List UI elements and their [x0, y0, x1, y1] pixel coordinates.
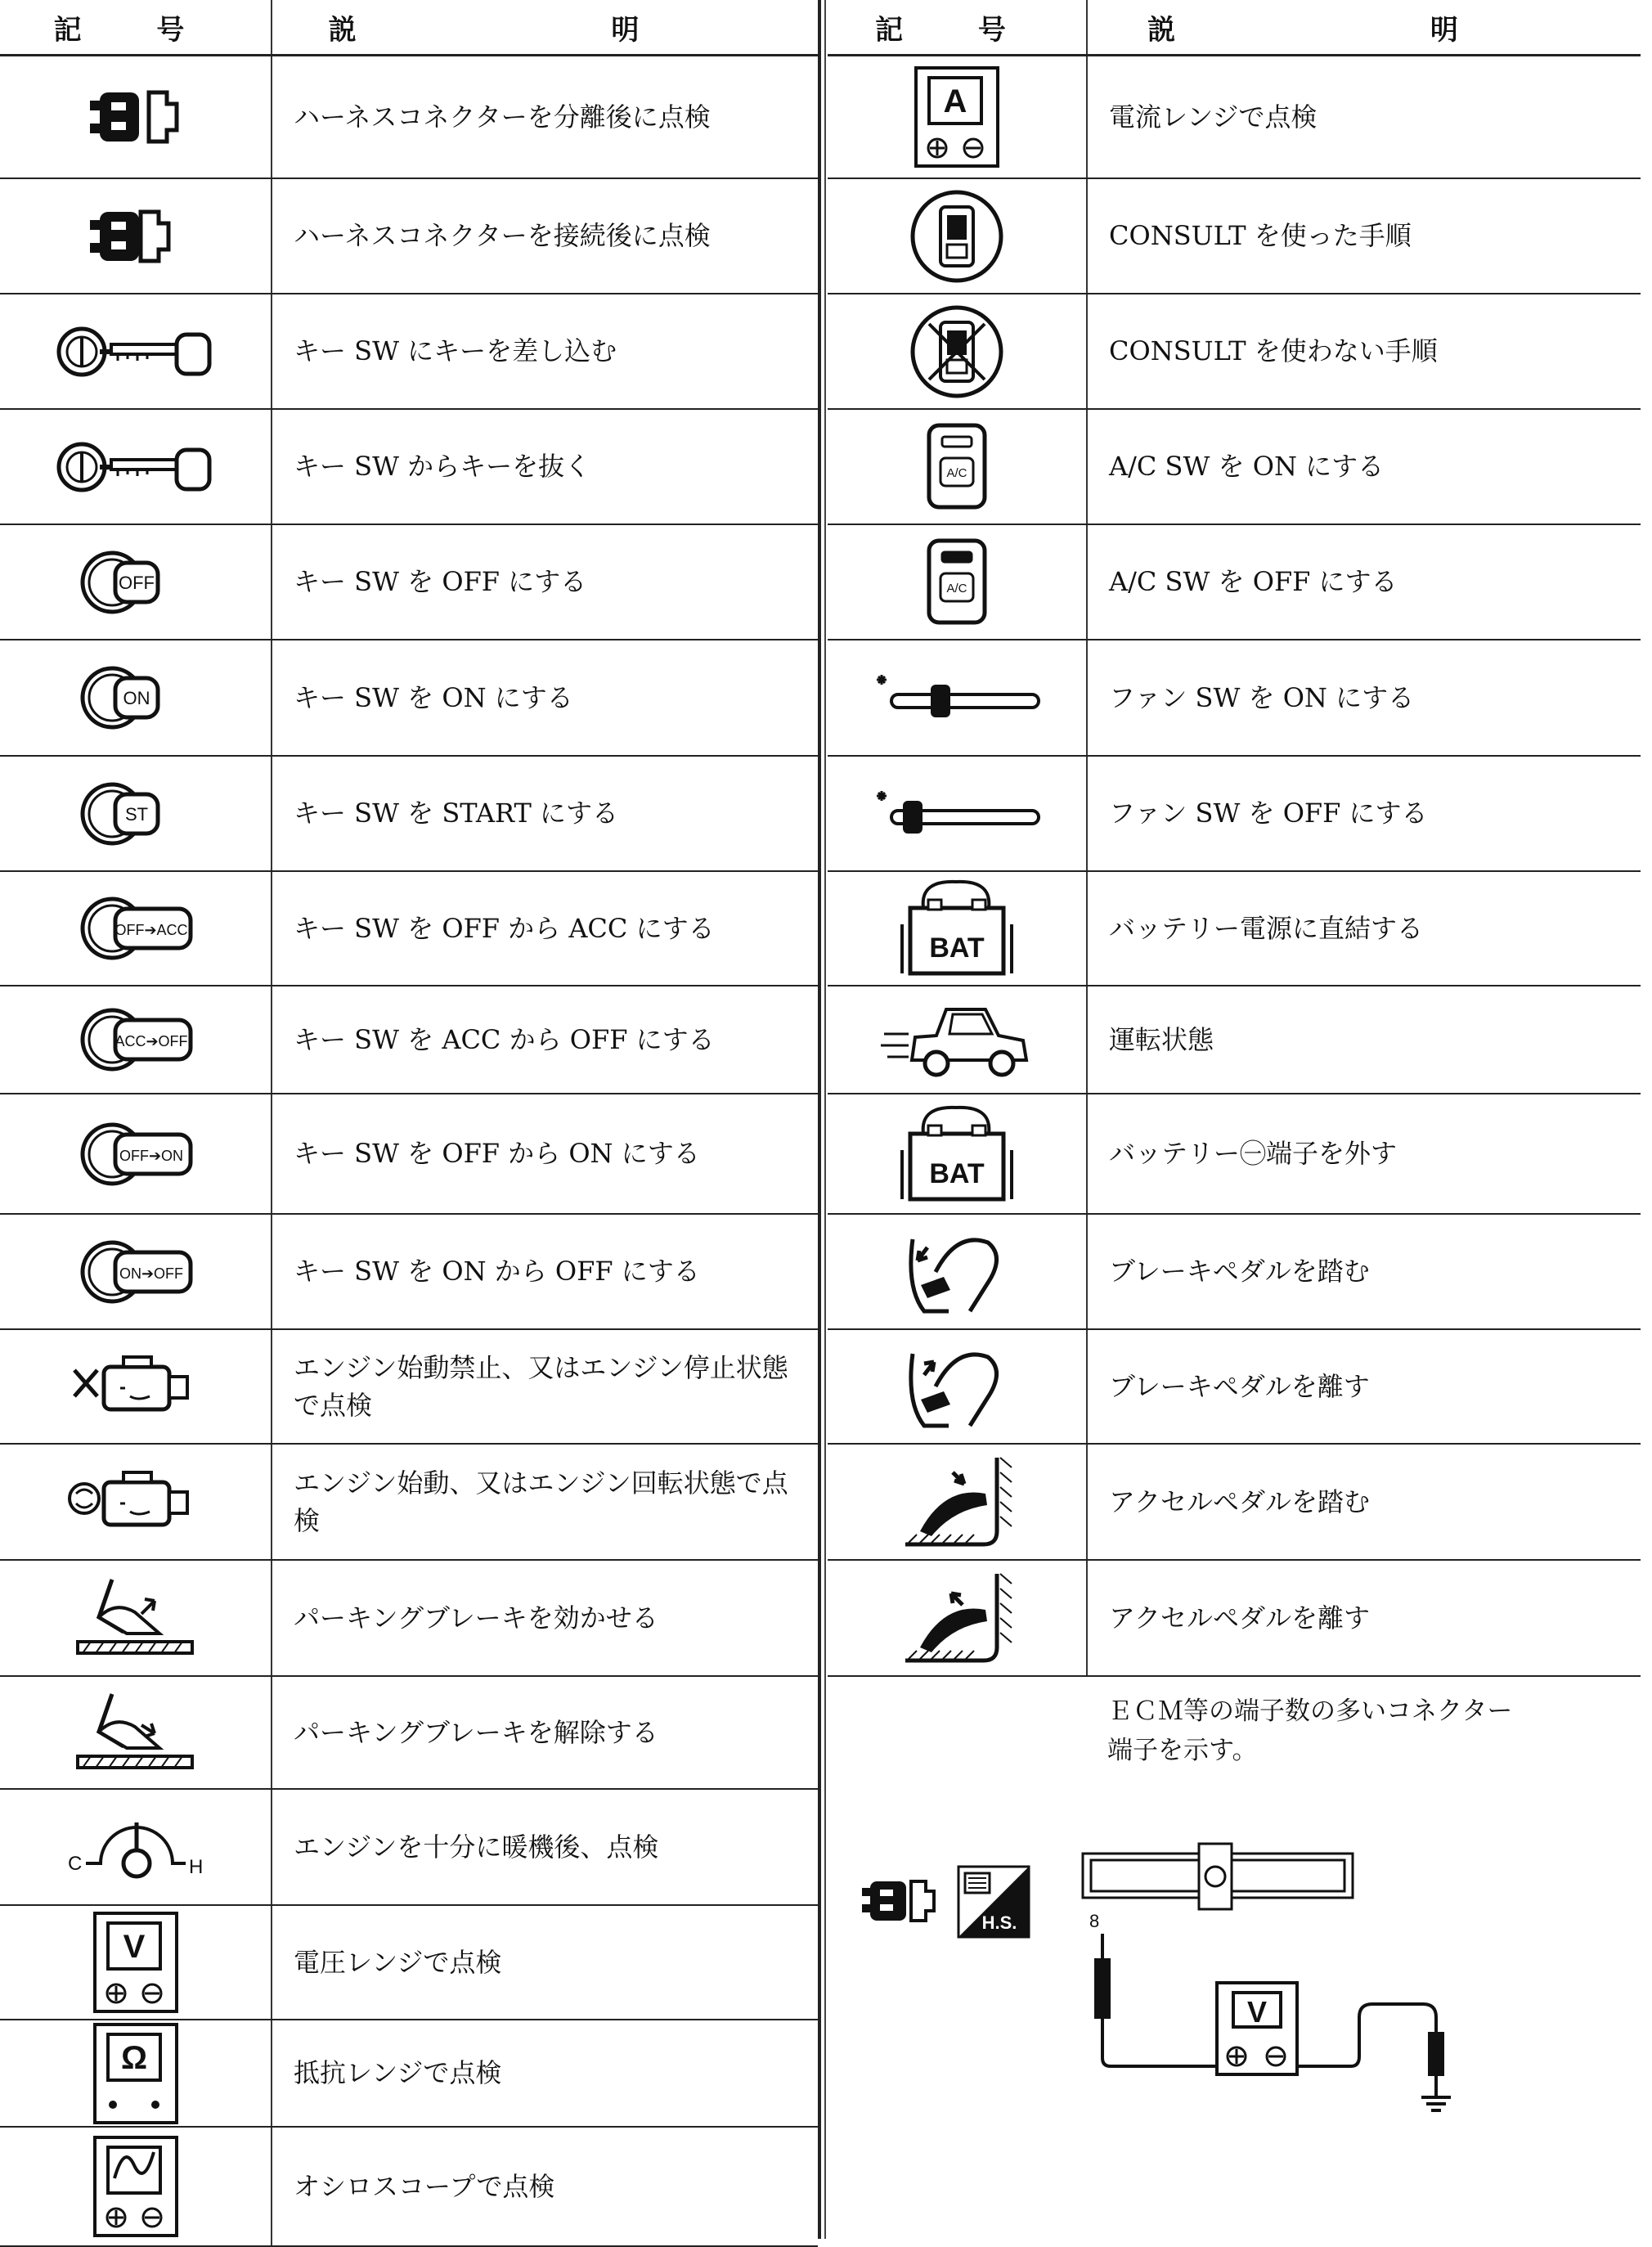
symbol-row: [0, 1790, 818, 1906]
key-insert-icon: [54, 315, 218, 389]
symbol-description: キー SW にキーを差し込む: [294, 335, 617, 367]
symbol-description: キー SW を OFF から ACC にする: [294, 912, 715, 944]
ohmmeter-icon: [93, 2023, 178, 2124]
harness-connector-icon: [862, 1881, 934, 1921]
ecm-connector-block: [828, 1674, 1641, 2239]
symbol-description: オシロスコープで点検: [294, 2170, 555, 2202]
symbol-description: エンジンを十分に暖機後、点検: [294, 1831, 659, 1863]
hs-label: H.S.: [981, 1912, 1017, 1933]
right-table-header: [828, 0, 1641, 56]
driving-car-icon: [879, 995, 1035, 1085]
symbol-description: ハーネスコネクターを分離後に点検: [294, 101, 711, 133]
voltmeter-device: [1217, 1983, 1297, 2074]
left-table-header: [0, 0, 818, 56]
svg-text:ON: ON: [123, 688, 150, 708]
battery-direct-icon: [887, 875, 1026, 982]
engine-stopped-icon: [66, 1346, 205, 1427]
symbol-row: [828, 1215, 1641, 1330]
accel-pedal-release-icon: [896, 1569, 1018, 1667]
symbol-description: 電流レンジで点検: [1109, 101, 1318, 133]
symbol-description: ブレーキペダルを離す: [1109, 1370, 1370, 1402]
symbol-row: [0, 1094, 818, 1215]
symbol-row: [828, 1094, 1641, 1215]
symbol-row: [0, 2128, 818, 2247]
symbol-description: キー SW を START にする: [294, 798, 619, 829]
key-off-to-acc-icon: [66, 888, 205, 969]
meter-label: V: [1246, 1995, 1268, 2029]
symbol-row: [0, 757, 818, 872]
symbol-description: パーキングブレーキを解除する: [294, 1716, 658, 1748]
symbol-row: [0, 179, 818, 294]
symbol-description: ハーネスコネクターを接続後に点検: [294, 220, 711, 252]
symbol-row: [828, 410, 1641, 525]
header-symbol: 記 号: [0, 0, 272, 54]
battery-disconnect-icon: [887, 1101, 1026, 1207]
symbol-description: ブレーキペダルを踏む: [1109, 1256, 1370, 1288]
svg-text:OFF➔ACC: OFF➔ACC: [114, 922, 188, 938]
symbol-description: キー SW を ON にする: [294, 681, 573, 713]
consult-icon: [908, 187, 1006, 285]
symbol-row: [828, 1445, 1641, 1561]
symbol-row: [828, 872, 1641, 986]
symbol-row: [0, 56, 818, 179]
ecm-diagram: [828, 1674, 1641, 2239]
ecm-note-line1: ＥＣＭ等の端子数の多いコネクター: [1107, 1696, 1513, 1726]
symbol-description: キー SW を ON から OFF にする: [294, 1256, 700, 1288]
fan-switch-off-icon: [867, 781, 1047, 847]
symbol-description: CONSULT を使わない手順: [1109, 335, 1438, 367]
symbol-description: A/C SW を OFF にする: [1109, 566, 1398, 598]
symbol-row: [0, 872, 818, 986]
symbol-row: [828, 56, 1641, 179]
symbol-row: [828, 1330, 1641, 1445]
svg-text:OFF➔ON: OFF➔ON: [119, 1147, 183, 1164]
symbol-row: [0, 1677, 818, 1790]
symbol-row: [828, 179, 1641, 294]
engine-running-icon: [66, 1461, 205, 1543]
ammeter-icon: [914, 66, 999, 168]
center-divider: [818, 0, 821, 2239]
symbol-row: [0, 1330, 818, 1445]
ac-switch-on-icon: [924, 422, 990, 512]
symbol-description: アクセルペダルを離す: [1109, 1602, 1371, 1634]
harness-connector-disconnected-icon: [87, 84, 185, 150]
symbol-description: 電圧レンジで点検: [294, 1946, 502, 1978]
symbol-row: [0, 2020, 818, 2128]
symbol-row: [0, 525, 818, 640]
parking-brake-apply-icon: [66, 1573, 205, 1663]
symbol-description: バッテリー電源に直結する: [1109, 912, 1424, 944]
symbol-description: A/C SW を ON にする: [1109, 451, 1385, 483]
symbol-description: CONSULT を使った手順: [1109, 220, 1412, 252]
svg-text:C: C: [67, 1853, 82, 1875]
symbol-description: キー SW を OFF にする: [294, 566, 587, 598]
symbol-row: [0, 1906, 818, 2020]
key-on-to-off-icon: [66, 1231, 205, 1313]
symbol-row: [0, 986, 818, 1094]
symbol-description: エンジン始動禁止、又はエンジン停止状態で点検: [294, 1351, 788, 1421]
no-consult-icon: [908, 303, 1006, 401]
svg-text:Ω: Ω: [120, 2039, 147, 2076]
svg-text:A: A: [943, 83, 967, 119]
svg-text:BAT: BAT: [929, 1157, 985, 1189]
pin-number: 8: [1089, 1911, 1100, 1931]
symbol-description: ファン SW を OFF にする: [1109, 798, 1428, 829]
key-off-icon: [66, 542, 205, 623]
svg-text:ON➔OFF: ON➔OFF: [119, 1265, 183, 1282]
key-remove-icon: [54, 430, 218, 504]
symbol-row: [828, 1561, 1641, 1677]
key-start-icon: [66, 773, 205, 855]
symbol-description: バッテリー㊀端子を外す: [1109, 1138, 1398, 1170]
symbol-description: ファン SW を ON にする: [1109, 681, 1415, 713]
symbol-row: [0, 294, 818, 410]
symbol-description: エンジン始動、又はエンジン回転状態で点検: [294, 1467, 788, 1536]
brake-pedal-release-icon: [900, 1337, 1014, 1436]
symbol-row: [828, 294, 1641, 410]
symbol-description: アクセルペダルを踏む: [1109, 1485, 1371, 1517]
svg-text:A/C: A/C: [946, 465, 967, 480]
symbol-row: [0, 640, 818, 757]
header-symbol: 記 号: [828, 0, 1088, 54]
svg-text:H: H: [188, 1856, 203, 1878]
oscilloscope-icon: [93, 2136, 178, 2237]
symbol-description: 運転状態: [1109, 1023, 1214, 1055]
right-symbol-table: [828, 0, 1641, 1677]
svg-text:OFF: OFF: [118, 572, 155, 593]
symbol-row: [0, 410, 818, 525]
symbol-row: [828, 986, 1641, 1094]
symbol-row: [828, 525, 1641, 640]
hs-icon: [958, 1867, 1029, 1937]
symbol-row: [0, 1561, 818, 1677]
header-description: 説 明: [1147, 13, 1581, 47]
symbol-row: [0, 1215, 818, 1330]
symbol-row: [828, 640, 1641, 757]
ecm-connector: [1083, 1844, 1353, 1909]
svg-text:ACC➔OFF: ACC➔OFF: [114, 1033, 188, 1049]
symbol-description: 抵抗レンジで点検: [294, 2057, 502, 2089]
svg-text:BAT: BAT: [929, 933, 985, 964]
center-divider-secondary: [824, 0, 826, 2239]
fan-switch-on-icon: [867, 665, 1047, 730]
ac-switch-off-icon: [924, 537, 990, 627]
harness-connector-connected-icon: [87, 204, 185, 269]
symbol-description: キー SW を OFF から ON にする: [294, 1138, 700, 1170]
voltmeter-icon: [93, 1912, 178, 2013]
key-off-to-on-icon: [66, 1113, 205, 1195]
svg-text:V: V: [123, 1929, 145, 1965]
symbol-description: キー SW を ACC から OFF にする: [294, 1023, 715, 1055]
ecm-note-line2: 端子を示す。: [1107, 1736, 1258, 1766]
symbol-description: キー SW からキーを抜く: [294, 451, 591, 483]
key-on-icon: [66, 657, 205, 739]
symbol-row: [828, 757, 1641, 872]
header-description: 説 明: [328, 13, 762, 47]
symbol-description: パーキングブレーキを効かせる: [294, 1602, 658, 1634]
brake-pedal-press-icon: [900, 1223, 1014, 1321]
key-acc-to-off-icon: [66, 999, 205, 1081]
symbol-row: [0, 1445, 818, 1561]
parking-brake-release-icon: [66, 1687, 205, 1777]
svg-text:A/C: A/C: [946, 581, 967, 595]
accel-pedal-press-icon: [896, 1453, 1018, 1551]
svg-text:ST: ST: [124, 803, 148, 825]
left-symbol-table: [0, 0, 818, 2247]
temperature-gauge-icon: [58, 1806, 213, 1888]
